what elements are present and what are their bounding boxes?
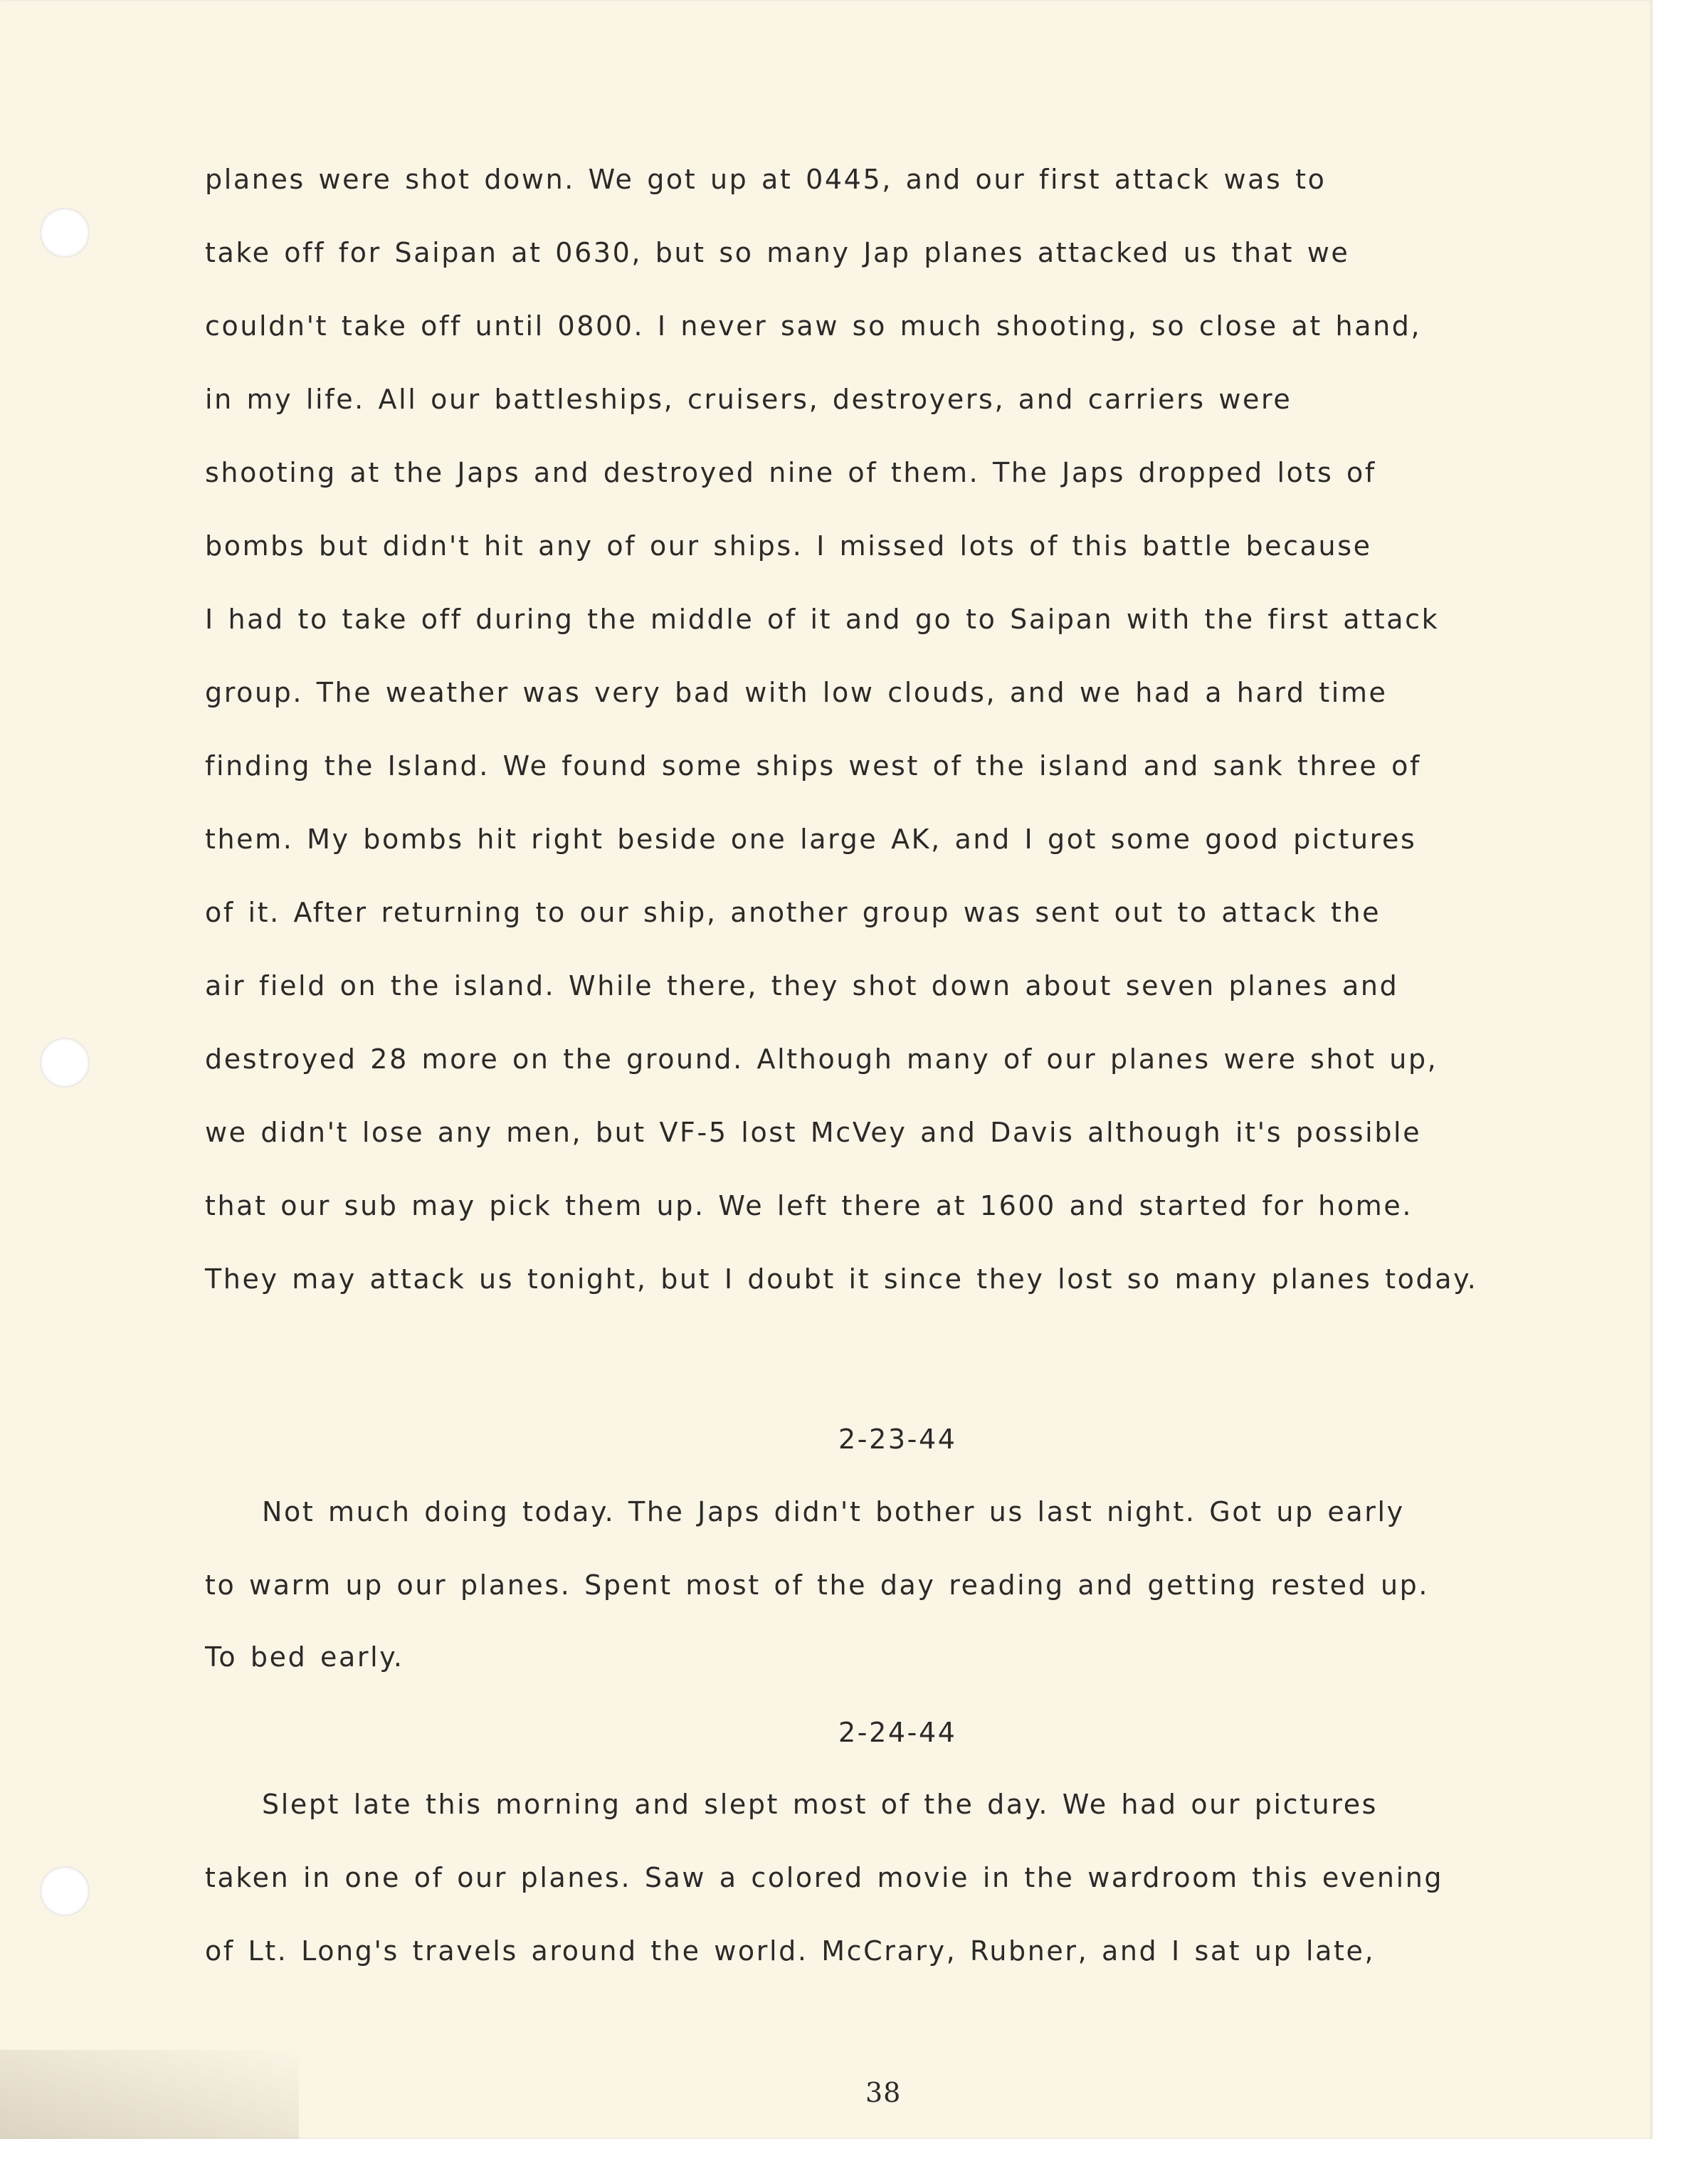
entry-date: 2-23-44 [838,1424,957,1455]
text-line: I had to take off during the middle of it and go to Saipan with the first attack [205,604,1440,635]
punch-hole [40,208,90,258]
text-line: to warm up our planes. Spent most of the day reading and getting rested up. [205,1569,1430,1601]
text-line: air field on the island. While there, they shot down about seven planes and [205,970,1399,1001]
paper-shadow [0,2050,299,2139]
punch-hole [40,1866,90,1916]
text-line: bombs but didn't hit any of our ships. I missed lots of this battle because [205,530,1372,562]
text-line: that our sub may pick them up. We left there at 1600 and started for home. [205,1190,1413,1221]
text-line: of Lt. Long's travels around the world. McCrary, Rubner, and I sat up late, [205,1935,1376,1967]
text-line: Not much doing today. The Japs didn't bother us last night. Got up early [262,1496,1405,1527]
page-number: 38 [865,2077,902,2108]
punch-hole [40,1038,90,1088]
text-line: They may attack us tonight, but I doubt it since they lost so many planes today. [205,1263,1478,1295]
text-line: To bed early. [205,1641,404,1673]
text-line: we didn't lose any men, but VF-5 lost McVey and Davis although it's possible [205,1117,1422,1148]
text-line: in my life. All our battleships, cruisers, destroyers, and carriers were [205,384,1292,415]
text-line: taken in one of our planes. Saw a colored movie in the wardroom this evening [205,1862,1444,1893]
text-line: couldn't take off until 0800. I never saw so much shooting, so close at hand, [205,310,1422,342]
text-line: finding the Island. We found some ships west of the island and sank three of [205,750,1421,782]
text-line: planes were shot down. We got up at 0445, and our first attack was to [205,164,1327,195]
entry-date: 2-24-44 [838,1717,957,1748]
text-line: group. The weather was very bad with low clouds, and we had a hard time [205,677,1388,708]
text-line: of it. After returning to our ship, another group was sent out to attack the [205,897,1381,928]
text-line: Slept late this morning and slept most of the day. We had our pictures [262,1789,1378,1820]
text-line: take off for Saipan at 0630, but so many Jap planes attacked us that we [205,237,1350,268]
text-line: them. My bombs hit right beside one large AK, and I got some good pictures [205,824,1417,855]
text-line: destroyed 28 more on the ground. Although many of our planes were shot up, [205,1043,1438,1075]
text-line: shooting at the Japs and destroyed nine of them. The Japs dropped lots of [205,457,1376,488]
